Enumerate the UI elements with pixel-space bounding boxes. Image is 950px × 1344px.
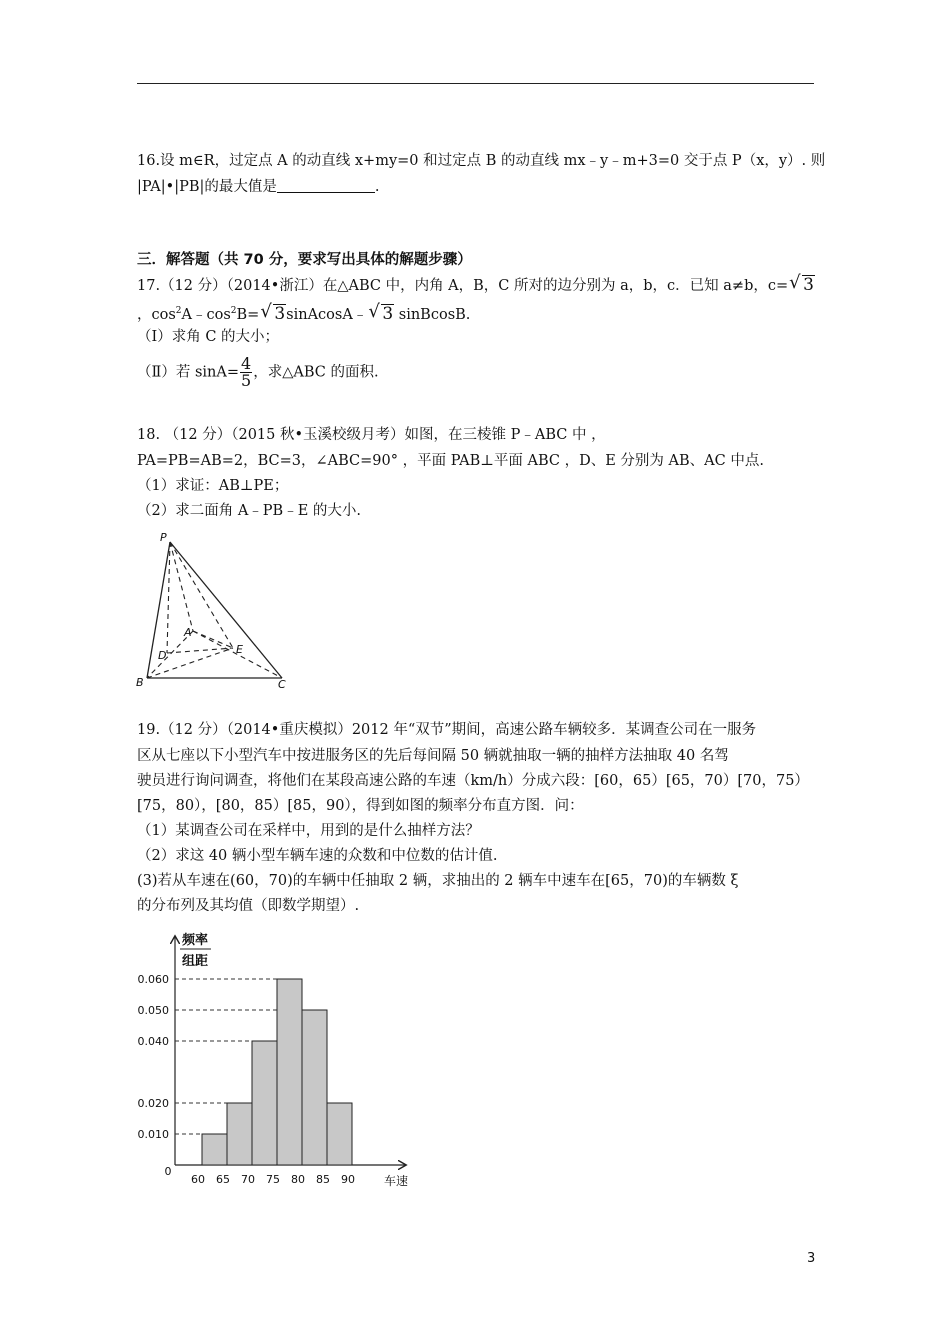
x-tick-label: 90 bbox=[341, 1173, 355, 1186]
y-tick-label: 0.020 bbox=[137, 1097, 169, 1110]
x-tick-label: 65 bbox=[216, 1173, 230, 1186]
origin-label: 0 bbox=[164, 1165, 172, 1178]
q17-line1: 17.（12 分）（2014•浙江）在△ABC 中，内角 A，B，C 所对的边分别为 a，b，c．已知 a≠b，c=√ 3 bbox=[137, 275, 815, 296]
q16-line2: |PA|•|PB|的最大值是 . bbox=[137, 179, 380, 195]
label-D: D bbox=[158, 649, 167, 662]
q19-line3: 驶员进行询问调查，将他们在某段高速公路的车速（km/h）分成六段：[60，65）[65，70）[70，75） bbox=[137, 773, 809, 789]
edge-PE bbox=[170, 542, 233, 648]
q19-part1: （1）某调查公司在采样中，用到的是什么抽样方法？ bbox=[137, 823, 480, 839]
x-tick-label: 85 bbox=[316, 1173, 330, 1186]
sqrt-symbol: √ 3 bbox=[789, 275, 815, 296]
q18-part2: （2）求二面角 A﹣PB﹣E 的大小. bbox=[137, 503, 362, 519]
edge-DE bbox=[167, 648, 233, 653]
fraction: $\frac{4}{5}$ bbox=[241, 354, 252, 390]
label-C: C bbox=[278, 678, 286, 691]
section-heading: 三．解答题（共 70 分，要求写出具体的解题步骤） bbox=[137, 252, 472, 268]
x-tick-label: 70 bbox=[241, 1173, 255, 1186]
edge-AE bbox=[193, 631, 233, 648]
label-A: A bbox=[184, 626, 192, 639]
histogram-bar bbox=[277, 979, 302, 1165]
q19-line1: 19.（12 分）（2014•重庆模拟）2012 年“双节”期间，高速公路车辆较多．某调查公司在一服务 bbox=[137, 722, 757, 738]
edge-PC bbox=[170, 542, 282, 678]
sqrt-symbol: √ 3 bbox=[260, 304, 286, 325]
histogram-bar bbox=[327, 1103, 352, 1165]
frequency-histogram bbox=[130, 922, 430, 1197]
pyramid-figure bbox=[130, 528, 300, 693]
answer-blank bbox=[277, 178, 375, 193]
q17-part2: （Ⅱ）若 sinA= $\frac{4}{5}$ ，求△ABC 的面积. bbox=[137, 354, 379, 390]
q19-part2: （2）求这 40 辆小型车辆车速的众数和中位数的估计值. bbox=[137, 848, 498, 864]
label-E: E bbox=[236, 643, 243, 656]
q18-part1: （1）求证：AB⊥PE； bbox=[137, 478, 289, 494]
label-P: P bbox=[160, 531, 167, 544]
y-tick-label: 0.010 bbox=[137, 1128, 169, 1141]
header-rule bbox=[137, 83, 814, 84]
q19-part4: 的分布列及其均值（即数学期望）. bbox=[137, 898, 360, 914]
q18-line2: PA=PB=AB=2，BC=3，∠ABC=90° ，平面 PAB⊥平面 ABC ，D、E 分别为 AB、AC 中点. bbox=[137, 453, 764, 469]
y-tick-label: 0.040 bbox=[137, 1035, 169, 1048]
q17-part1: （Ⅰ）求角 C 的大小； bbox=[137, 329, 280, 345]
histogram-bar bbox=[252, 1041, 277, 1165]
y-axis-label-top: 频率 bbox=[181, 933, 209, 948]
y-tick-label: 0.050 bbox=[137, 1004, 169, 1017]
x-axis-label: 车速 bbox=[383, 1174, 409, 1188]
y-axis-label-bottom: 组距 bbox=[181, 954, 209, 969]
q19-line2: 区从七座以下小型汽车中按进服务区的先后每间隔 50 辆就抽取一辆的抽样方法抽取 40 名驾 bbox=[137, 748, 729, 764]
page-number: 3 bbox=[807, 1251, 816, 1266]
x-tick-label: 75 bbox=[266, 1173, 280, 1186]
q19-line4: [75，80），[80，85）[85，90），得到如图的频率分布直方图．问： bbox=[137, 798, 584, 814]
histogram-bar bbox=[302, 1010, 327, 1165]
q16-line1: 16.设 m∈R，过定点 A 的动直线 x+my=0 和过定点 B 的动直线 mx﹣y﹣m+3=0 交于点 P（x，y）. 则 bbox=[137, 153, 826, 169]
q18-line1: 18. （12 分）（2015 秋•玉溪校级月考）如图，在三棱锥 P﹣ABC 中 ， bbox=[137, 427, 606, 443]
y-tick-label: 0.060 bbox=[137, 973, 169, 986]
histogram-bar bbox=[202, 1134, 227, 1165]
x-tick-label: 80 bbox=[291, 1173, 305, 1186]
q19-part3: (3)若从车速在(60，70)的车辆中任抽取 2 辆，求抽出的 2 辆车中速车在[65，70)的车辆数 ξ bbox=[137, 873, 739, 889]
q17-line2: ，$\cos^2A﹣\cos^2B=√$ 3sinAcosA﹣√ 3 sinBcosB. bbox=[137, 301, 470, 325]
sqrt-symbol: √ 3 bbox=[368, 304, 394, 325]
x-tick-label: 60 bbox=[191, 1173, 205, 1186]
label-B: B bbox=[136, 676, 144, 689]
histogram-bar bbox=[227, 1103, 252, 1165]
